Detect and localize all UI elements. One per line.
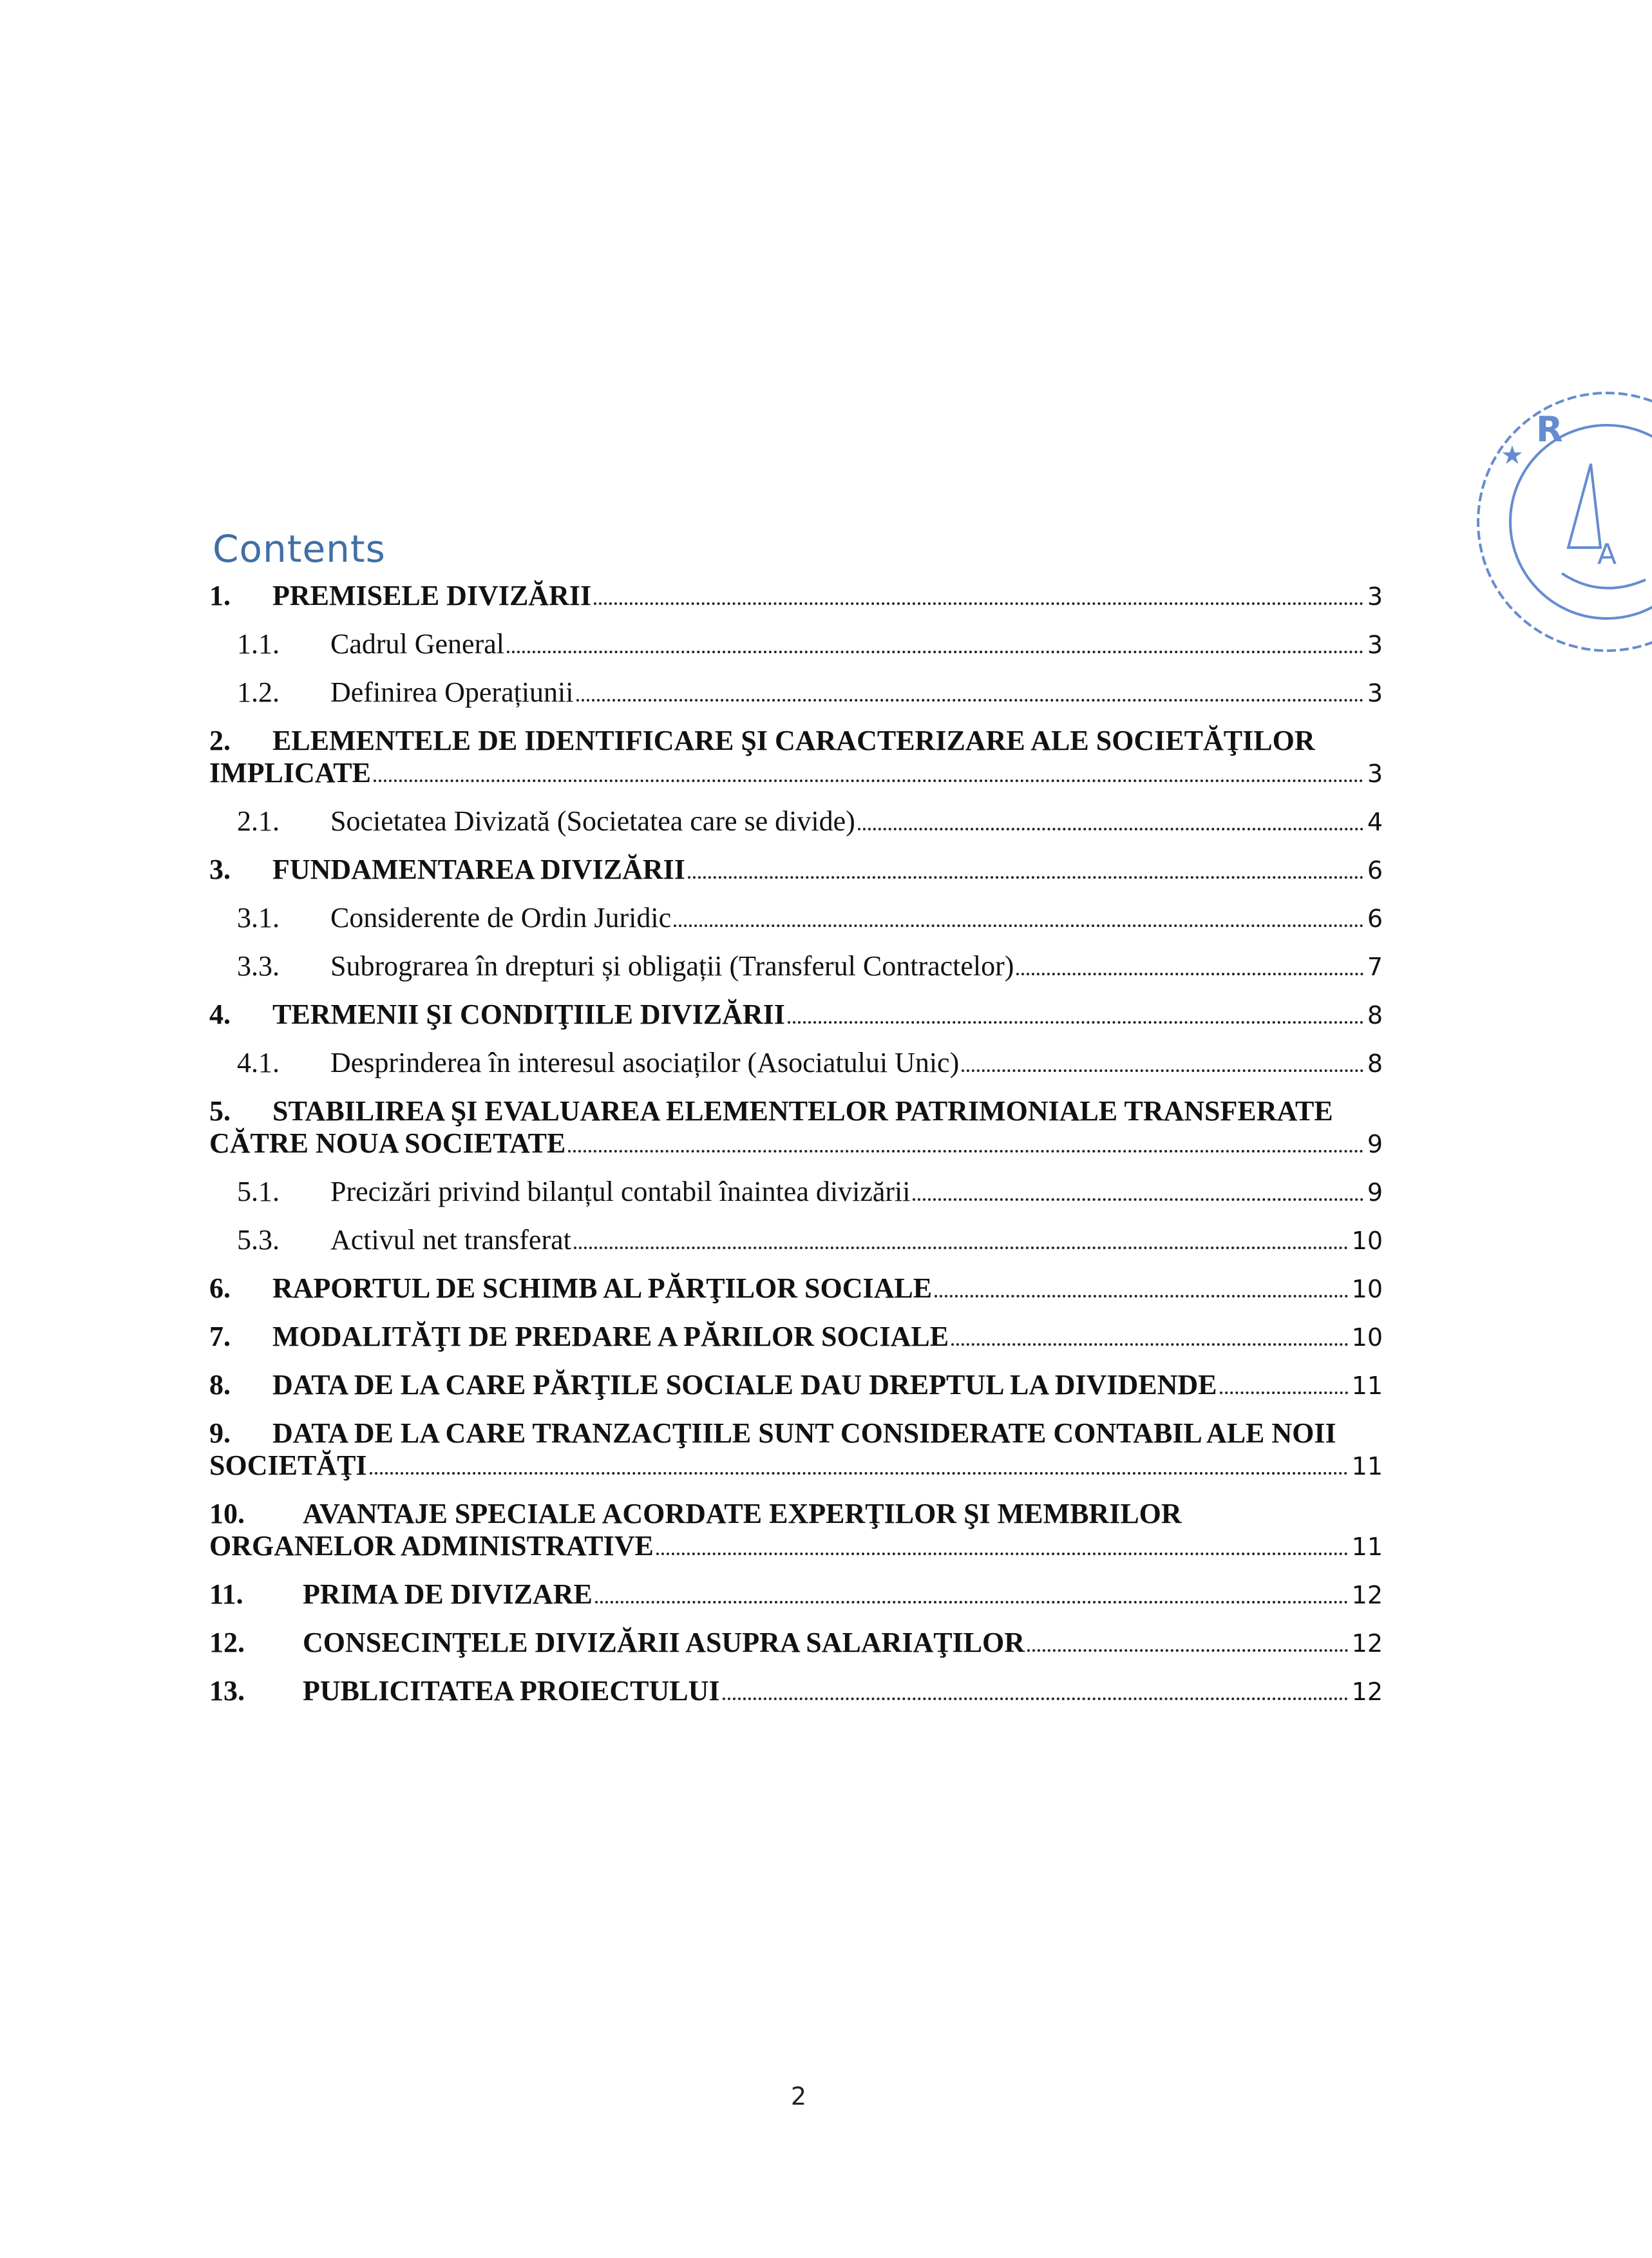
toc-entry[interactable] (209, 854, 1383, 886)
toc-entry[interactable] (209, 676, 1383, 709)
toc-entry-title-line1: DATA DE LA CARE TRANZACŢIILE SUNT CONSIDERATE CONTABIL ALE NOII (272, 1417, 1336, 1449)
toc-entry-number: 5.1. (237, 1176, 280, 1207)
toc-entry-number: 3.1. (237, 902, 280, 933)
toc-entry-page: 12 (1351, 1581, 1383, 1609)
toc-entry[interactable] (209, 950, 1383, 983)
toc-entry-page: 3 (1367, 679, 1383, 707)
toc-entry-title-line1: AVANTAJE SPECIALE ACORDATE EXPERŢILOR ŞI MEMBRILOR (303, 1498, 1182, 1529)
toc-entry-title: PUBLICITATEA PROIECTULUI (303, 1675, 720, 1707)
toc-entry-number: 5. (209, 1095, 231, 1127)
toc-entry-page: 8 (1367, 1049, 1383, 1078)
toc-entry-number: 7. (209, 1321, 231, 1352)
toc-entry[interactable] (209, 1578, 1383, 1611)
toc-entry-title: TERMENII ŞI CONDIŢIILE DIVIZĂRII (272, 999, 785, 1030)
dot-leader (951, 1343, 1348, 1346)
page-number: 2 (790, 2082, 807, 2110)
toc-entry-page: 9 (1367, 1178, 1383, 1207)
toc-entry-title-line2: ORGANELOR ADMINISTRATIVE (209, 1530, 654, 1562)
toc-entry-page: 6 (1367, 904, 1383, 933)
toc-entry[interactable] (209, 1369, 1383, 1402)
toc-entry-number: 6. (209, 1272, 231, 1304)
toc-entry-page: 12 (1351, 1629, 1383, 1658)
toc-entry-page: 3 (1367, 631, 1383, 659)
toc-entry[interactable] (209, 1095, 1383, 1160)
toc-entry-title: FUNDAMENTAREA DIVIZĂRII (272, 854, 685, 885)
toc-entry-title: MODALITĂŢI DE PREDARE A PĂRILOR SOCIALE (272, 1321, 949, 1352)
toc-entry-number: 1.1. (237, 628, 280, 660)
toc-entry-page: 10 (1351, 1275, 1383, 1303)
dot-leader (858, 828, 1363, 830)
dot-leader (370, 1472, 1348, 1475)
dot-leader (788, 1021, 1363, 1024)
toc-entry-page: 3 (1367, 582, 1383, 611)
official-stamp (1439, 387, 1652, 657)
toc-entry-number: 5.3. (237, 1224, 280, 1256)
toc-entry-title: Considerente de Ordin Juridic (330, 902, 672, 933)
toc-entry-number: 2. (209, 725, 231, 756)
dot-leader (568, 1150, 1363, 1153)
toc-entry-page: 8 (1367, 1001, 1383, 1029)
dot-leader (574, 1247, 1348, 1249)
toc-entry[interactable] (209, 1224, 1383, 1257)
dot-leader (507, 651, 1363, 653)
dot-leader (1220, 1392, 1348, 1394)
dot-leader (723, 1698, 1348, 1700)
contents-heading: Contents (213, 527, 386, 571)
toc-entry[interactable] (209, 902, 1383, 935)
toc-entry-number: 3.3. (237, 950, 280, 982)
toc-entry-title: Activul net transferat (330, 1224, 571, 1256)
dot-leader (576, 699, 1363, 702)
toc-entry-title: Definirea Operațiunii (330, 676, 574, 708)
toc-entry-number: 11. (209, 1578, 243, 1610)
svg-text:R: R (1536, 409, 1563, 450)
toc-entry-number: 10. (209, 1498, 245, 1529)
svg-text:A: A (1597, 538, 1617, 571)
toc-entry-page: 4 (1367, 808, 1383, 836)
dot-leader (913, 1198, 1363, 1201)
toc-entry-title: PRIMA DE DIVIZARE (303, 1578, 593, 1610)
toc-entry-page: 11 (1351, 1372, 1383, 1400)
toc-entry-title: Cadrul General (330, 628, 504, 660)
toc-entry[interactable] (209, 805, 1383, 838)
toc-entry-number: 13. (209, 1675, 245, 1707)
toc-entry-title: Precizări privind bilanțul contabil înaintea divizării (330, 1176, 911, 1207)
toc-entry-page: 3 (1367, 760, 1383, 788)
dot-leader (1016, 973, 1363, 975)
toc-entry[interactable] (209, 1417, 1383, 1482)
dot-leader (962, 1069, 1363, 1072)
dot-leader (1027, 1649, 1348, 1652)
toc-entry-title-line2: SOCIETĂŢI (209, 1450, 367, 1481)
toc-entry-title-line1: STABILIREA ŞI EVALUAREA ELEMENTELOR PATRIMONIALE TRANSFERATE (272, 1095, 1333, 1127)
toc-entry-title: Desprinderea în interesul asociaților (Asociatului Unic) (330, 1047, 960, 1078)
dot-leader (594, 602, 1363, 605)
toc-entry-number: 12. (209, 1627, 245, 1658)
dot-leader (935, 1295, 1348, 1297)
dot-leader (674, 924, 1363, 927)
toc-entry-title: PREMISELE DIVIZĂRII (272, 580, 592, 611)
toc-entry-title-line2: CĂTRE NOUA SOCIETATE (209, 1127, 566, 1159)
toc-entry-number: 1.2. (237, 676, 280, 708)
toc-entry[interactable] (209, 999, 1383, 1031)
toc-entry-title: Subrograrea în drepturi și obligații (Transferul Contractelor) (330, 950, 1014, 982)
dot-leader (595, 1601, 1348, 1603)
toc-entry-number: 1. (209, 580, 231, 611)
toc-entry-page: 7 (1367, 953, 1383, 981)
toc-entry[interactable] (209, 628, 1383, 661)
dot-leader (656, 1553, 1348, 1555)
toc-entry-title-line2: IMPLICATE (209, 757, 371, 789)
toc-entry[interactable] (209, 1272, 1383, 1305)
toc-entry-number: 9. (209, 1417, 231, 1449)
toc-entry-page: 11 (1351, 1452, 1383, 1480)
toc-entry[interactable] (209, 1176, 1383, 1209)
toc-entry-number: 4.1. (237, 1047, 280, 1078)
toc-entry[interactable] (209, 580, 1383, 613)
toc-entry-page: 11 (1351, 1533, 1383, 1561)
toc-entry[interactable] (209, 725, 1383, 790)
svg-text:★: ★ (1501, 441, 1524, 470)
toc-entry[interactable] (209, 1675, 1383, 1708)
toc-entry[interactable] (209, 1627, 1383, 1660)
toc-entry-title: CONSECINŢELE DIVIZĂRII ASUPRA SALARIAŢILOR (303, 1627, 1025, 1658)
toc-entry-page: 6 (1367, 856, 1383, 885)
toc-entry[interactable] (209, 1321, 1383, 1354)
toc-entry-number: 4. (209, 999, 231, 1030)
toc-entry-title: DATA DE LA CARE PĂRŢILE SOCIALE DAU DREPTUL LA DIVIDENDE (272, 1369, 1217, 1401)
toc-entry[interactable] (209, 1498, 1383, 1563)
dot-leader (374, 780, 1363, 782)
toc-entry-title-line1: ELEMENTELE DE IDENTIFICARE ŞI CARACTERIZARE ALE SOCIETĂŢILOR (272, 725, 1315, 756)
toc-entry-page: 12 (1351, 1678, 1383, 1706)
toc-entry-number: 3. (209, 854, 231, 885)
toc-entry-title: RAPORTUL DE SCHIMB AL PĂRŢILOR SOCIALE (272, 1272, 933, 1304)
toc-entry-number: 8. (209, 1369, 231, 1401)
dot-leader (688, 876, 1363, 879)
toc-entry-title: Societatea Divizată (Societatea care se divide) (330, 805, 855, 837)
toc-entry-page: 9 (1367, 1130, 1383, 1158)
toc-entry[interactable] (209, 1047, 1383, 1080)
toc-entry-number: 2.1. (237, 805, 280, 837)
toc-entry-page: 10 (1351, 1323, 1383, 1352)
toc-entry-page: 10 (1351, 1227, 1383, 1255)
